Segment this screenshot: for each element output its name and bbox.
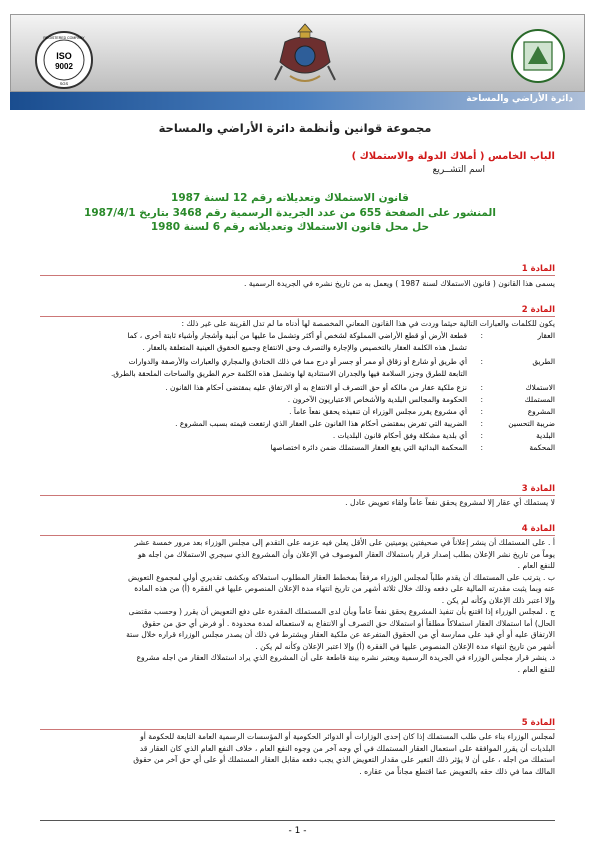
definition-colon: : <box>480 383 483 392</box>
article-5-heading: المادة 5 <box>521 718 555 728</box>
article-2-divider <box>40 316 555 317</box>
definition-term: الطريق <box>532 357 555 366</box>
definition-colon: : <box>480 419 483 428</box>
definition-text: الحكومة والمجالس البلدية والأشخاص الاعتباريون الآخرون . <box>287 395 467 404</box>
iso-certification-logo <box>34 30 94 90</box>
definition-text: قطعة الأرض أو قطع الأراضي المملوكة لشخص أو أكثر وتشمل ما عليها من أبنية وأشجار وأشياء ثابتة أخرى ، كما <box>127 331 467 340</box>
law-replaces: حل محل قانون الاستملاك وتعديلاته رقم 6 لسنة 1980 <box>150 221 430 233</box>
footer-divider <box>40 820 555 821</box>
jordan-coat-of-arms-icon <box>270 22 340 88</box>
department-banner <box>10 92 585 110</box>
definition-row <box>40 331 555 342</box>
definition-row <box>40 431 555 442</box>
article-2-heading: المادة 2 <box>521 305 555 315</box>
definition-term: البلدية <box>536 431 555 440</box>
article-1-divider <box>40 275 555 276</box>
article-5-line: لمجلس الوزراء بناء على طلب المستملك إذا كان إحدى الوزارات أو الدوائر الحكومية أو المؤسسات الرسمية العامة التابعة للحكومة أو <box>140 732 555 741</box>
definition-text: أي بلدية مشكلة وفق أحكام قانون البلديات . <box>332 431 467 440</box>
department-logo-icon <box>510 28 566 84</box>
department-name: دائرة الأراضي والمساحة <box>466 94 573 104</box>
definition-colon: : <box>480 443 483 452</box>
definition-text: أي طريق أو شارع أو زقاق أو ممر أو جسر أو درج مما في ذلك الخنادق والمجاري والعبارات والأرصفة والدوارات <box>128 357 467 366</box>
article-4-line: أ . على المستملك أن ينشر إعلاناً في صحيفتين يوميتين على الأقل يعلن فيه عزمه على التقدم إلى مجلس الوزراء بعد مرور خمسة عشر <box>134 538 555 547</box>
article-5-line: استملك من اجله ، على أن لا يؤثر ذلك التغير على مقدار التعويض الذي يجب دفعه مقابل العقار المستملك أو على أي حق آخر من حقوق <box>133 755 555 764</box>
page-number: - 1 - <box>288 826 307 836</box>
article-4-body <box>40 537 555 675</box>
iso-bottom-text: SGS <box>59 81 69 86</box>
definition-row <box>40 443 555 454</box>
article-3-divider <box>40 495 555 496</box>
definition-text: الضريبة التي تفرض بمقتضى أحكام هذا القانون على العقار الذي ارتفعت قيمته بسبب المشروع . <box>175 419 467 428</box>
article-4-line: ج . لمجلس الوزراء إذا اقتنع بأن تنفيذ المشروع يحقق نفعاً عاماً وبأن لدى المستملك المقدرة على دفع التعويض أن يقرر ( وحسب مقتضى <box>128 607 555 616</box>
law-title: قانون الاستملاك وتعديلاته رقم 12 لسنة 1987 <box>171 192 409 204</box>
article-5-line: البلديات أن يقرر الموافقة على استعمال العقار المستملك في أي وجه آخر من وجوه النفع العام ، خلاف النفع العام الذي كان العقار قد <box>139 743 555 753</box>
definition-colon: : <box>480 357 483 366</box>
definition-colon: : <box>480 395 483 404</box>
definition-row <box>40 343 555 354</box>
article-4-line: الارتفاق عليه أو أي قيد على ممارسة أي من الحقوق المتفرعة عن ملكية العقار ويشترط في ذلك أن يصدر مجلس الوزراء قراره خلال ستة <box>126 630 555 639</box>
definition-text: أي مشروع يقرر مجلس الوزراء أن تنفيذه يحقق نفعاً عاماً . <box>289 407 467 416</box>
article-1-heading: المادة 1 <box>521 264 555 274</box>
definition-term: الاستملاك <box>525 383 555 392</box>
definition-text: المحكمة البدائية التي يقع العقار المستملك ضمن دائرة اختصاصها <box>270 443 467 452</box>
definition-term: ضريبة التحسين <box>508 419 555 428</box>
article-4-line: د. ينشر قرار مجلس الوزراء في الجريدة الرسمية ويعتبر نشره بينة قاطعة على أن المشروع الذي يراد استملاك العقار من اجله مشروع <box>136 653 555 662</box>
iso-top-text: REGISTERED COMPANY <box>43 36 85 40</box>
legislation-name-label: اسم التشــريع <box>432 165 485 175</box>
article-5-body <box>40 731 555 777</box>
definition-colon: : <box>480 431 483 440</box>
chapter-heading: الباب الخامس ( أملاك الدولة والاستملاك ) <box>351 151 555 162</box>
article-4-divider <box>40 535 555 536</box>
article-5-divider <box>40 729 555 730</box>
iso-label: ISO <box>56 51 72 61</box>
definition-term: العقار <box>537 331 555 340</box>
article-3-text: لا يستملك أي عقار إلا لمشروع يحقق نفعاً عاماً ولقاء تعويض عادل . <box>345 498 555 507</box>
article-1-text: يسمى هذا القانون ( قانون الاستملاك لسنة 1987 ) ويعمل به من تاريخ نشره في الجريدة الرسمية . <box>244 279 555 288</box>
definition-row <box>40 369 555 380</box>
definition-term: المحكمة <box>529 443 555 452</box>
definition-row <box>40 357 555 368</box>
article-4-heading: المادة 4 <box>521 524 555 534</box>
definition-row <box>40 395 555 406</box>
law-publication: المنشور على الصفحة 655 من عدد الجريدة الرسمية رقم 3468 بتاريخ 1987/4/1 <box>84 207 496 219</box>
page-header <box>10 14 585 92</box>
definition-row <box>40 407 555 418</box>
article-4-line: عنه وبما يثبت مقدرته المالية على دفعه وذلك خلال ثلاثة أشهر من تاريخ انتهاء مدة الإعلان المنصوص عليها في الفقرة (أ) من هذه المادة <box>134 584 555 593</box>
definition-colon: : <box>480 407 483 416</box>
article-4-line: ب . يترتب على المستملك أن يقدم طلباً لمجلس الوزراء مرفقاً بمخطط العقار المطلوب استملاكه وبكشف تقديري أولي لمجموع التعويض <box>128 572 555 582</box>
definition-row <box>40 383 555 394</box>
article-4-line: للنفع العام . <box>517 561 555 570</box>
iso-number: 9002 <box>55 62 73 71</box>
article-4-line: يوماً من تاريخ نشر الإعلان بطلب إصدار قرار باستملاك العقار الموصوف في الإعلان وأن المشروع الذي سيجري الاستملاك من اجله هو <box>137 549 555 559</box>
article-4-line: وإلا اعتبر ذلك الإعلان وكأنه لم يكن . <box>441 595 555 605</box>
article-2-intro: يكون للكلمات والعبارات التالية حيثما وردت في هذا القانون المعاني المخصصة لها أدناه ما لم تدل القرينة على غير ذلك : <box>181 319 555 328</box>
definition-term: المستملك <box>524 395 555 404</box>
article-3-heading: المادة 3 <box>521 484 555 494</box>
definition-row <box>40 419 555 430</box>
definition-term: المشروع <box>527 407 555 416</box>
article-4-line: الحال) أما استملاك العقار استملاكاً مطلقاً أو استملاك حق التصرف أو الانتفاع به لاستعماله لمدة محدودة . أو فرض أي حق من حقوق <box>142 618 555 628</box>
article-5-line: المالك مما في ذلك حقه بالتعويض عما اقتطع مجاناً من عقاره . <box>359 766 555 776</box>
definition-colon: : <box>480 331 483 340</box>
definition-text: تشمل هذه الكلمة العقار بالتخصيص والإجارة والتصرف وحق الانتفاع وجميع الحقوق العينية المتعلقة بالعقار . <box>142 343 467 352</box>
article-4-line: للنفع العام . <box>517 664 555 674</box>
definition-text: نزع ملكية عقار من مالكه أو حق التصرف أو الانتفاع به أو الارتفاق عليه بمقتضى أحكام هذا القانون . <box>165 383 467 392</box>
definition-text: التابعة للطرق وجزر السلامة فيها والجدران الاستنادية لها وتشمل هذه الكلمة حرم الطريق والساحات الملحقة بالطرق. <box>110 369 467 378</box>
article-4-line: أشهر من تاريخ انتهاء مدة الإعلان المنصوص عليها في الفقرة (أ) وإلا اعتبر الإعلان وكأنه لم يكن . <box>255 641 555 651</box>
collection-title: مجموعة قوانين وأنظمة دائرة الأراضي والمساحة <box>158 121 432 135</box>
